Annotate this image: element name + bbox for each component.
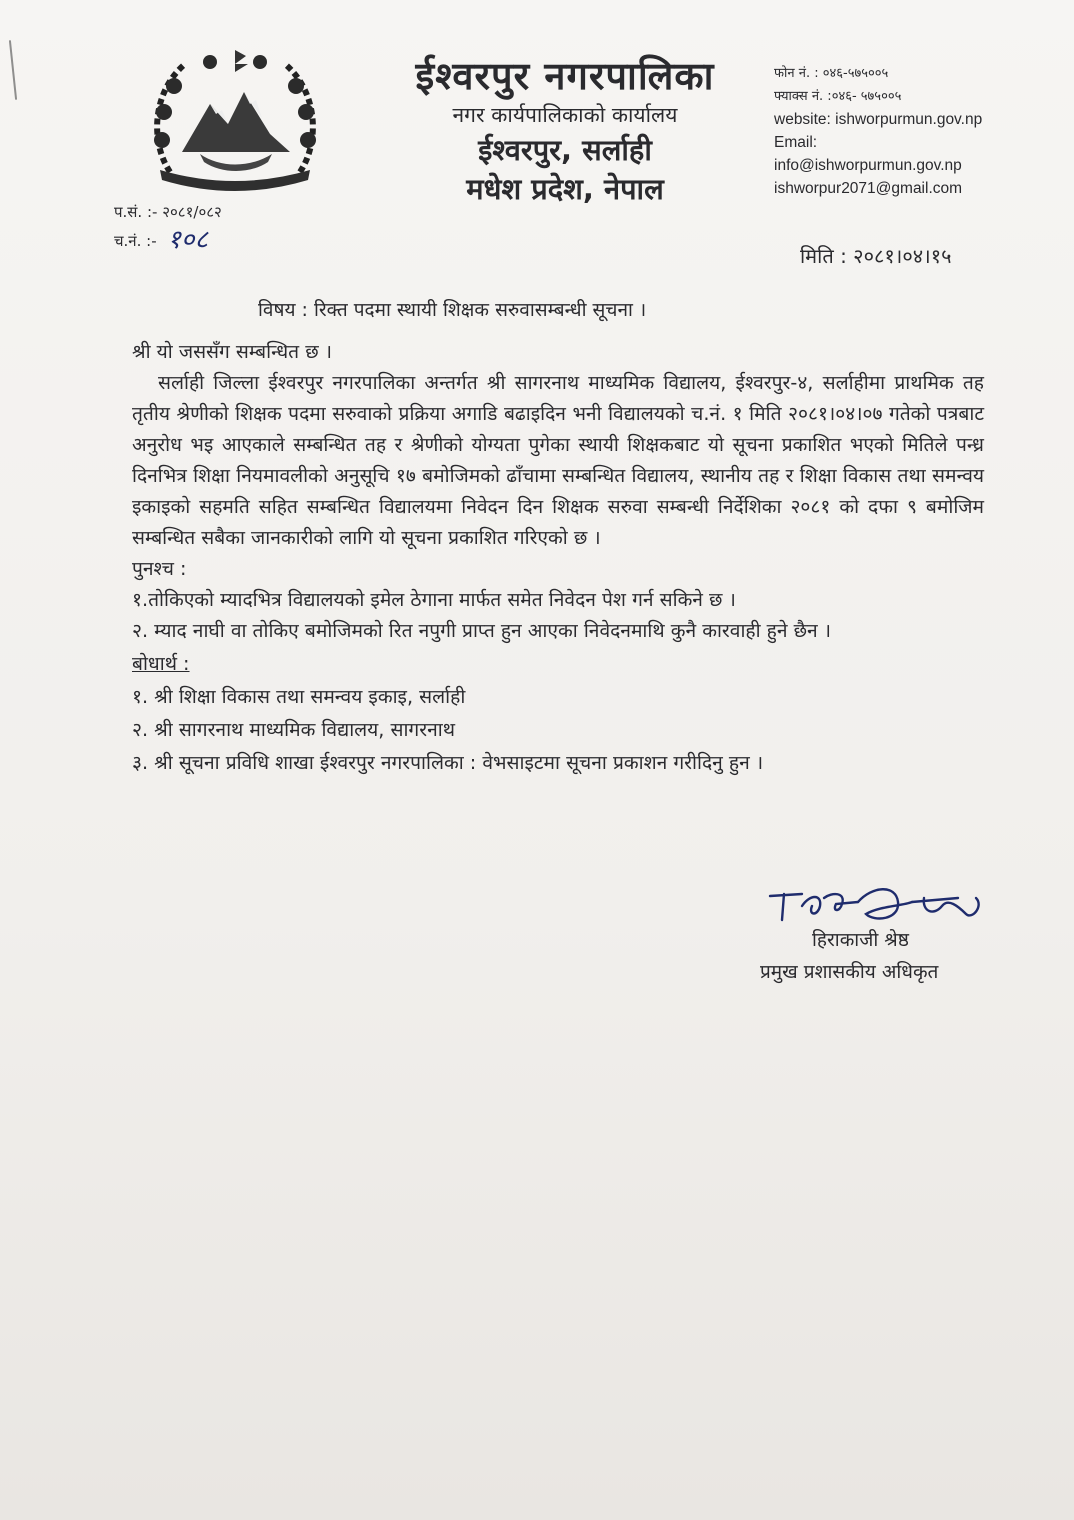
contact-block	[774, 62, 1064, 200]
fiscal-year-ref: प.सं. :- २०८१/०८२	[114, 203, 222, 221]
email-gmail-link[interactable]: ishworpur2071@gmail.com	[774, 180, 963, 197]
signer-name: हिराकाजी श्रेष्ठ	[812, 929, 909, 951]
reference-block	[114, 198, 222, 255]
postscript-item-1: १.तोकिएको म्यादभित्र विद्यालयको इमेल ठेगाना मार्फत समेत निवेदन पेश गर्न सकिने छ ।	[132, 588, 736, 611]
letterhead	[380, 52, 750, 208]
letter-date: मिति : २०८१।०४।१५	[800, 244, 952, 268]
paper-crease	[9, 40, 17, 100]
dispatch-ref	[114, 226, 222, 255]
salutation: श्री यो जससँग सम्बन्धित छ ।	[132, 340, 333, 363]
org-name: ईश्वरपुर नगरपालिका	[415, 54, 715, 98]
main-paragraph: सर्लाही जिल्ला ईश्वरपुर नगरपालिका अन्तर्गत श्री सागरनाथ माध्यमिक विद्यालय, ईश्वरपुर-४, सर्लाहीमा प्राथमिक तह तृतीय श्रेणीको शिक्षक पदमा सरुवाको प्रक्रिया अगाडि बढाइदिन भनी विद्यालयको च.नं. १ मिति २०८१।०४।०७ गतेको पत्रबाट अनुरोध भइ आएकाले सम्बन्धित तह र श्रेणीको योग्यता पुगेका स्थायी शिक्षकबाट यो सूचना प्रकाशित भएको मितिले पन्ध्र दिनभित्र शिक्षा नियमावलीको अनुसूचि १७ बमोजिमको ढाँचामा सम्बन्धित विद्यालय, स्थानीय तह र शिक्षा विकास तथा समन्वय इकाइको सहमति सहित सम्बन्धित विद्यालयमा निवेदन दिन शिक्षक सरुवा सम्बन्धी निर्देशिका २०८१ को दफा ९ बमोजिम सम्बन्धित सबैका जानकारीको लागि यो सूचना प्रकाशित गरिएको छ ।	[132, 371, 984, 549]
dispatch-number: १०८	[167, 225, 208, 255]
office-state: मधेश प्रदेश, नेपाल	[466, 172, 664, 206]
cc-item-1: १. श्री शिक्षा विकास तथा समन्वय इकाइ, सर्लाही	[132, 685, 466, 708]
postscript-label: पुनश्च :	[132, 557, 187, 580]
subject-line: विषय : रिक्त पदमा स्थायी शिक्षक सरुवासम्बन्धी सूचना ।	[258, 299, 647, 321]
cc-item-3: ३. श्री सूचना प्रविधि शाखा ईश्वरपुर नगरपालिका : वेभसाइटमा सूचना प्रकाशन गरीदिनु हुन ।	[132, 751, 764, 774]
office-name: नगर कार्यपालिकाको कार्यालय	[452, 103, 678, 127]
cc-item-2: २. श्री सागरनाथ माध्यमिक विद्यालय, सागरनाथ	[132, 718, 455, 741]
office-place: ईश्वरपुर, सर्लाही	[478, 133, 652, 167]
postscript-item-2: २. म्याद नाघी वा तोकिए बमोजिमको रित नपुगी प्राप्त हुन आएका निवेदनमाथि कुनै कारवाही हुने छैन ।	[132, 619, 832, 642]
cc-label: बोधार्थ :	[132, 652, 190, 675]
dispatch-label: च.नं. :-	[114, 232, 157, 250]
email-info-link[interactable]: info@ishworpurmun.gov.np	[774, 157, 962, 174]
website-link[interactable]: website: ishworpurmun.gov.np	[774, 111, 983, 128]
phone-number: फोन नं. : ०४६-५७५००५	[774, 66, 889, 81]
letter-body	[132, 336, 984, 778]
nepal-emblem-icon	[140, 42, 330, 192]
fax-number: फ्याक्स नं. :०४६- ५७५००५	[774, 89, 902, 104]
email-label: Email:	[774, 134, 818, 151]
signer-title: प्रमुख प्रशासकीय अधिकृत	[760, 961, 939, 983]
